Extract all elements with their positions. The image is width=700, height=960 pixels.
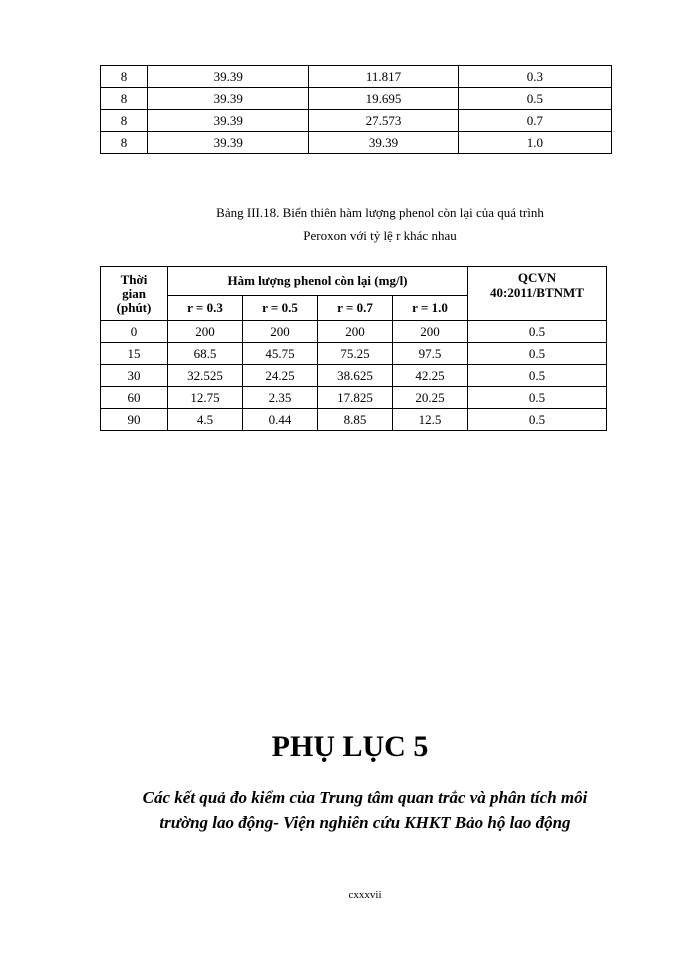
- table-cell: 0.5: [468, 387, 607, 409]
- table-cell: 38.625: [318, 365, 393, 387]
- standard-header: [468, 267, 607, 321]
- table-cell: 0.5: [468, 321, 607, 343]
- header-row: [101, 267, 607, 296]
- ratio-header: r = 0.7: [318, 296, 393, 321]
- table-row: [101, 387, 607, 409]
- table-cell: 0.5: [468, 343, 607, 365]
- table-cell: 39.39: [148, 66, 309, 88]
- table-cell: 32.525: [168, 365, 243, 387]
- table-cell: 27.573: [309, 110, 458, 132]
- table-caption: [100, 201, 660, 247]
- table-cell: 200: [393, 321, 468, 343]
- table-cell: 8.85: [318, 409, 393, 431]
- table-row: [101, 88, 612, 110]
- table-cell: 39.39: [309, 132, 458, 154]
- table-cell: 200: [168, 321, 243, 343]
- standard-header-line: 40:2011/BTNMT: [490, 285, 584, 300]
- table-cell: 45.75: [243, 343, 318, 365]
- table-cell: 0.5: [468, 409, 607, 431]
- ratio-header: r = 0.3: [168, 296, 243, 321]
- table-cell: 24.25: [243, 365, 318, 387]
- table-cell: 20.25: [393, 387, 468, 409]
- table-cell: 0.44: [243, 409, 318, 431]
- appendix-subtitle: [100, 785, 630, 835]
- table-cell: 200: [318, 321, 393, 343]
- table-cell: 8: [101, 88, 148, 110]
- time-header-line: Thời: [120, 271, 148, 287]
- table-cell: 0.5: [458, 88, 611, 110]
- table-cell: 19.695: [309, 88, 458, 110]
- appendix-title: PHỤ LỤC 5: [271, 730, 429, 763]
- table-row: [101, 132, 612, 154]
- time-header-line: (phút): [116, 299, 152, 315]
- continued-data-table: [100, 65, 612, 154]
- table-cell: 97.5: [393, 343, 468, 365]
- table-row: [101, 409, 607, 431]
- table-cell: 12.5: [393, 409, 468, 431]
- table-cell: 68.5: [168, 343, 243, 365]
- table-cell: 0.5: [468, 365, 607, 387]
- table-row: [101, 321, 607, 343]
- table-cell: 8: [101, 132, 148, 154]
- table-row: [101, 66, 612, 88]
- caption-line: Bảng III.18. Biến thiên hàm lượng phenol còn lại của quá trình: [216, 205, 544, 220]
- table-row: [101, 110, 612, 132]
- phenol-data-table: [100, 266, 607, 431]
- ratio-header: r = 0.5: [243, 296, 318, 321]
- table-cell: 90: [101, 409, 168, 431]
- table-cell: 1.0: [458, 132, 611, 154]
- table-cell: 12.75: [168, 387, 243, 409]
- caption-line: Peroxon với tỷ lệ r khác nhau: [303, 228, 457, 243]
- table-cell: 200: [243, 321, 318, 343]
- table-cell: 8: [101, 110, 148, 132]
- table-cell: 42.25: [393, 365, 468, 387]
- phenol-group-header: Hàm lượng phenol còn lại (mg/l): [168, 267, 468, 296]
- appendix-subtitle-line: trường lao động- Viện nghiên cứu KHKT Bảo hộ lao động: [159, 813, 571, 832]
- table-cell: 39.39: [148, 132, 309, 154]
- table-cell: 4.5: [168, 409, 243, 431]
- page-number: cxxxvii: [348, 889, 382, 901]
- table-cell: 17.825: [318, 387, 393, 409]
- table-cell: 60: [101, 387, 168, 409]
- table-cell: 0.7: [458, 110, 611, 132]
- table-cell: 75.25: [318, 343, 393, 365]
- table-cell: 0.3: [458, 66, 611, 88]
- ratio-header: r = 1.0: [393, 296, 468, 321]
- table-cell: 0: [101, 321, 168, 343]
- table-row: [101, 365, 607, 387]
- time-header: [101, 267, 168, 321]
- table-row: [101, 343, 607, 365]
- time-header-line: gian: [122, 285, 146, 301]
- appendix-subtitle-line: Các kết quả đo kiểm của Trung tâm quan trắc và phân tích môi: [142, 788, 588, 807]
- table-cell: 2.35: [243, 387, 318, 409]
- table-cell: 39.39: [148, 110, 309, 132]
- table-cell: 39.39: [148, 88, 309, 110]
- table-cell: 15: [101, 343, 168, 365]
- table-cell: 8: [101, 66, 148, 88]
- table-cell: 30: [101, 365, 168, 387]
- standard-header-line: QCVN: [517, 270, 557, 285]
- table-cell: 11.817: [309, 66, 458, 88]
